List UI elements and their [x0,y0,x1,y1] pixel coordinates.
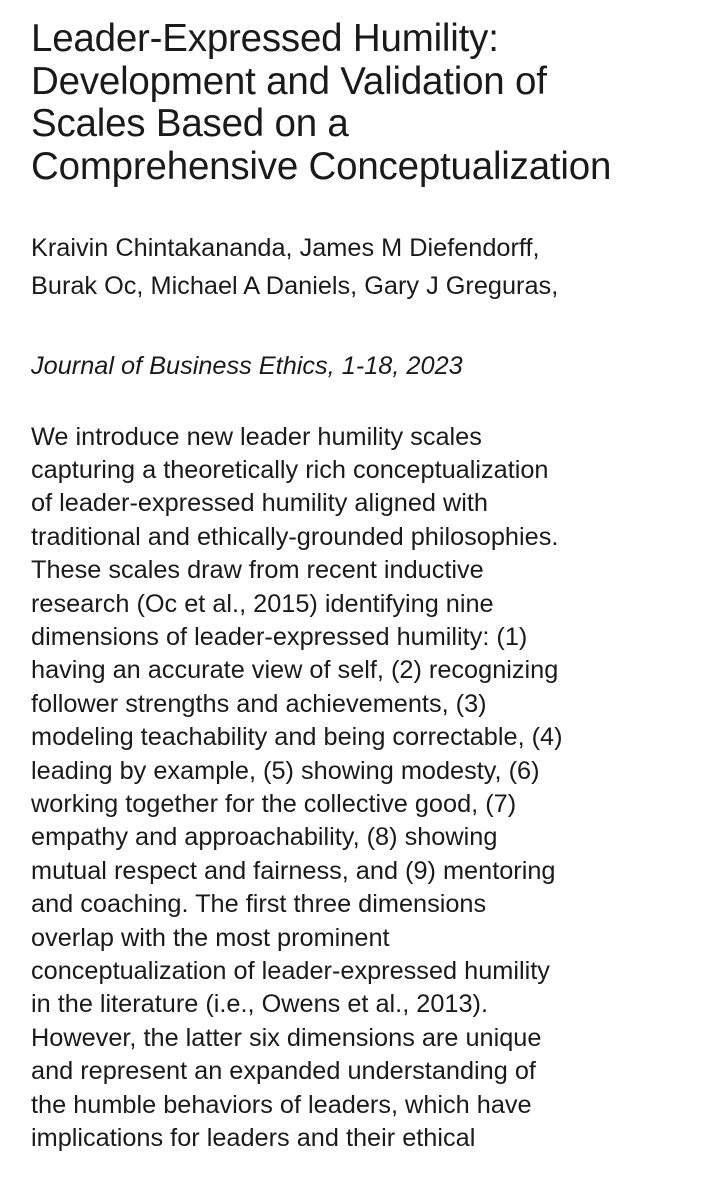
page-bottom-edge [0,1190,702,1200]
abstract-line: However, the latter six dimensions are unique [31,1023,542,1052]
author-list [31,230,681,305]
abstract [31,421,681,1156]
abstract-line: research (Oc et al., 2015) identifying nine [31,589,494,618]
abstract-line: modeling teachability and being correctable, (4) [31,723,563,752]
journal-citation: Journal of Business Ethics, 1-18, 2023 [31,352,463,380]
abstract-line: mutual respect and fairness, and (9) mentoring [31,856,556,885]
abstract-line: empathy and approachability, (8) showing [31,823,498,852]
abstract-line: in the literature (i.e., Owens et al., 2013). [31,990,488,1019]
abstract-line: and represent an expanded understanding of [31,1057,536,1086]
abstract-line: conceptualization of leader-expressed humility [31,957,550,985]
abstract-line: We introduce new leader humility scales [31,422,482,451]
author-line: Burak Oc, Michael A Daniels, Gary J Greguras, [31,271,559,300]
paper-page [31,18,681,1155]
title-line: Scales Based on a [31,102,349,145]
abstract-line: These scales draw from recent inductive [31,556,484,585]
abstract-line: overlap with the most prominent [31,923,390,952]
author-line: Kraivin Chintakananda, James M Diefendorff, [31,234,540,262]
abstract-line: follower strengths and achievements, (3) [31,689,487,718]
abstract-line: of leader-expressed humility aligned with [31,489,488,518]
abstract-line: implications for leaders and their ethical [31,1124,476,1153]
abstract-line: capturing a theoretically rich conceptualization [31,455,549,484]
abstract-line: dimensions of leader-expressed humility: (1) [31,622,528,651]
abstract-line: leading by example, (5) showing modesty, (6) [31,756,540,785]
abstract-line: traditional and ethically-grounded philosophies. [31,522,559,551]
title-line: Leader-Expressed Humility: [31,17,499,60]
title-line: Comprehensive Conceptualization [31,144,612,188]
paper-title [31,18,681,188]
abstract-line: and coaching. The first three dimensions [31,890,487,919]
abstract-line: working together for the collective good, (7) [31,789,517,818]
abstract-line: the humble behaviors of leaders, which have [31,1090,532,1119]
title-line: Development and Validation of [31,59,547,103]
abstract-line: having an accurate view of self, (2) recognizing [31,656,559,685]
